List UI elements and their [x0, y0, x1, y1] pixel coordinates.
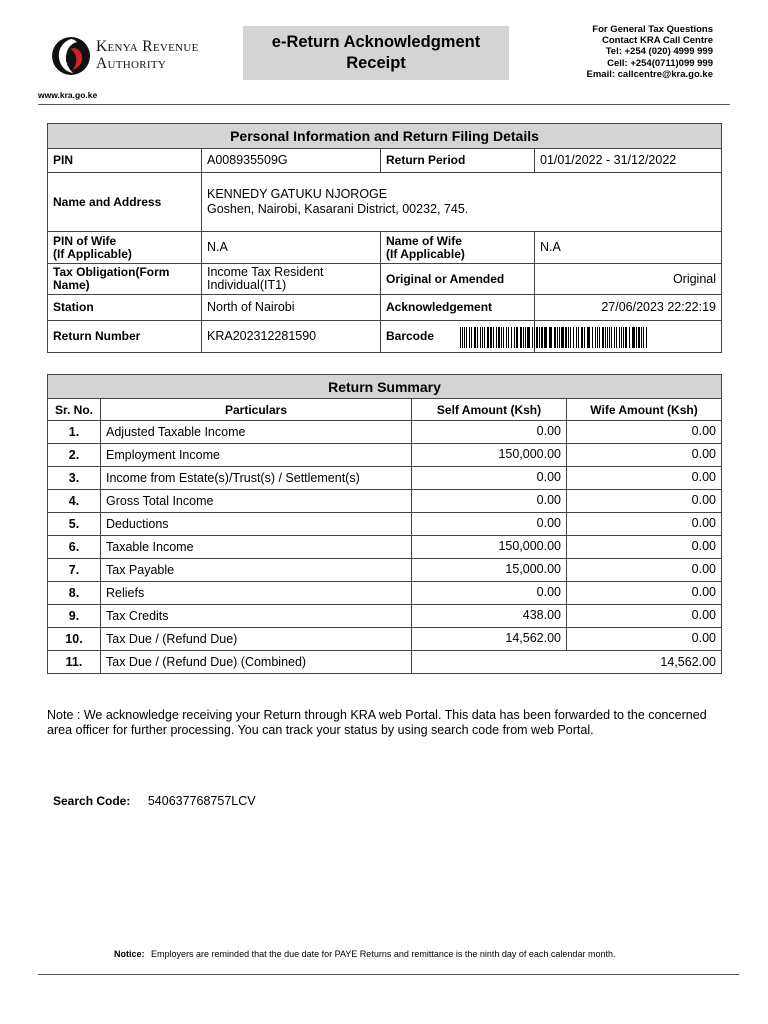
tax-obligation-label — [48, 264, 202, 295]
summary-row — [48, 605, 722, 628]
return-number-value: KRA202312281590 — [202, 321, 381, 353]
summary-self-amount: 0.00 — [412, 513, 567, 536]
summary-self-amount: 0.00 — [412, 467, 567, 490]
summary-srno: 3. — [48, 467, 101, 490]
summary-srno: 6. — [48, 536, 101, 559]
summary-row — [48, 582, 722, 605]
col-header-self-amount: Self Amount (Ksh) — [412, 399, 567, 421]
lion-emblem-icon — [50, 34, 92, 78]
pin-label: PIN — [48, 149, 202, 173]
name-wife-value: N.A — [535, 232, 722, 264]
summary-row — [48, 559, 722, 582]
summary-particular: Adjusted Taxable Income — [101, 421, 412, 444]
summary-srno: 5. — [48, 513, 101, 536]
contact-cell: Cell: +254(0711)099 999 — [607, 57, 713, 69]
summary-wife-amount: 0.00 — [567, 490, 722, 513]
personal-info-table — [47, 123, 722, 353]
summary-wife-amount: 0.00 — [567, 444, 722, 467]
acknowledgement-note: Note : We acknowledge receiving your Return through KRA web Portal. This data has been forwarded to the concerned area officer for further processing. You can track your status by using search code from web Portal. — [47, 708, 707, 737]
summary-row — [48, 467, 722, 490]
summary-srno: 11. — [48, 651, 101, 674]
acknowledgement-value: 27/06/2023 22:22:19 — [535, 295, 722, 321]
summary-srno: 9. — [48, 605, 101, 628]
document-header — [0, 0, 768, 110]
summary-srno: 2. — [48, 444, 101, 467]
personal-section-title: Personal Information and Return Filing Details — [48, 124, 722, 149]
summary-combined-amount: 14,562.00 — [412, 651, 722, 674]
header-divider — [38, 104, 730, 105]
summary-wife-amount: 0.00 — [567, 513, 722, 536]
logo-line-2: Authority — [96, 55, 167, 72]
logo-line-1: Kenya Revenue — [96, 38, 199, 55]
summary-particular: Income from Estate(s)/Trust(s) / Settlement(s) — [101, 467, 412, 490]
return-number-label: Return Number — [48, 321, 202, 353]
title-line-1: e-Return Acknowledgment — [271, 33, 481, 51]
summary-particular: Reliefs — [101, 582, 412, 605]
summary-self-amount: 0.00 — [412, 421, 567, 444]
station-value: North of Nairobi — [202, 295, 381, 321]
summary-srno: 8. — [48, 582, 101, 605]
name-wife-label-line-2: (If Applicable) — [386, 246, 465, 261]
pin-value: A008935509G — [202, 149, 381, 173]
search-code-label: Search Code: — [53, 794, 131, 808]
barcode-image — [460, 326, 652, 348]
summary-row — [48, 421, 722, 444]
summary-section-title: Return Summary — [48, 375, 722, 399]
summary-self-amount: 438.00 — [412, 605, 567, 628]
summary-srno: 4. — [48, 490, 101, 513]
tax-obligation-value-line-2: Individual(IT1) — [207, 278, 287, 292]
footer-divider — [38, 974, 739, 975]
summary-particular: Employment Income — [101, 444, 412, 467]
summary-self-amount: 150,000.00 — [412, 444, 567, 467]
name-wife-label — [381, 232, 535, 264]
station-label: Station — [48, 295, 202, 321]
return-period-label: Return Period — [381, 149, 535, 173]
summary-wife-amount: 0.00 — [567, 536, 722, 559]
summary-srno: 7. — [48, 559, 101, 582]
summary-srno: 10. — [48, 628, 101, 651]
summary-particular: Tax Due / (Refund Due) — [101, 628, 412, 651]
search-code-block — [53, 794, 256, 808]
summary-self-amount: 150,000.00 — [412, 536, 567, 559]
summary-particular: Gross Total Income — [101, 490, 412, 513]
tax-obligation-value — [202, 264, 381, 295]
summary-row — [48, 513, 722, 536]
summary-wife-amount: 0.00 — [567, 628, 722, 651]
tax-obligation-label-line-1: Tax Obligation(Form — [53, 265, 170, 279]
search-code-value: 540637768757LCV — [147, 794, 256, 808]
summary-wife-amount: 0.00 — [567, 559, 722, 582]
col-header-srno: Sr. No. — [48, 399, 101, 421]
summary-wife-amount: 0.00 — [567, 582, 722, 605]
pin-wife-label-line-2: (If Applicable) — [53, 246, 132, 261]
summary-self-amount: 14,562.00 — [412, 628, 567, 651]
summary-particular: Tax Payable — [101, 559, 412, 582]
original-amended-value: Original — [535, 264, 722, 295]
acknowledgement-label: Acknowledgement — [381, 295, 535, 321]
paye-notice — [114, 949, 615, 959]
summary-self-amount: 15,000.00 — [412, 559, 567, 582]
taxpayer-address: Goshen, Nairobi, Kasarani District, 00232, 745. — [207, 202, 469, 216]
summary-row — [48, 628, 722, 651]
name-address-value — [202, 173, 722, 232]
pin-wife-value: N.A — [202, 232, 381, 264]
summary-particular: Tax Credits — [101, 605, 412, 628]
summary-self-amount: 0.00 — [412, 582, 567, 605]
summary-row-combined — [48, 651, 722, 674]
document-title — [243, 26, 509, 80]
contact-line-1: For General Tax Questions — [592, 24, 713, 35]
summary-particular: Tax Due / (Refund Due) (Combined) — [101, 651, 412, 674]
summary-row — [48, 490, 722, 513]
tax-obligation-label-line-2: Name) — [53, 278, 90, 292]
contact-line-2: Contact KRA Call Centre — [601, 35, 713, 47]
pin-wife-label — [48, 232, 202, 264]
summary-wife-amount: 0.00 — [567, 467, 722, 490]
col-header-particulars: Particulars — [101, 399, 412, 421]
col-header-wife-amount: Wife Amount (Ksh) — [567, 399, 722, 421]
notice-label: Notice: — [114, 949, 145, 959]
contact-email: Email: callcentre@kra.go.ke — [586, 68, 713, 80]
summary-particular: Deductions — [101, 513, 412, 536]
summary-wife-amount: 0.00 — [567, 605, 722, 628]
taxpayer-name: KENNEDY GATUKU NJOROGE — [207, 187, 388, 201]
barcode-cell — [535, 321, 722, 353]
summary-row — [48, 536, 722, 559]
title-line-2: Receipt — [346, 54, 406, 72]
tax-obligation-value-line-1: Income Tax Resident — [207, 265, 324, 279]
return-summary-table — [47, 374, 722, 674]
kra-logo — [50, 34, 240, 78]
summary-row — [48, 444, 722, 467]
pin-wife-label-line-1: PIN of Wife — [53, 233, 117, 248]
name-address-label: Name and Address — [48, 173, 202, 232]
name-wife-label-line-1: Name of Wife — [386, 233, 462, 248]
summary-wife-amount: 0.00 — [567, 421, 722, 444]
contact-block — [587, 24, 714, 80]
summary-particular: Taxable Income — [101, 536, 412, 559]
barcode-label: Barcode — [381, 321, 535, 353]
original-amended-label: Original or Amended — [381, 264, 535, 295]
summary-self-amount: 0.00 — [412, 490, 567, 513]
summary-srno: 1. — [48, 421, 101, 444]
contact-tel: Tel: +254 (020) 4999 999 — [605, 46, 713, 58]
return-period-value: 01/01/2022 - 31/12/2022 — [535, 149, 722, 173]
website-link[interactable]: www.kra.go.ke — [38, 90, 98, 100]
notice-text: Employers are reminded that the due date for PAYE Returns and remittance is the ninth day of each calendar month. — [151, 949, 616, 959]
